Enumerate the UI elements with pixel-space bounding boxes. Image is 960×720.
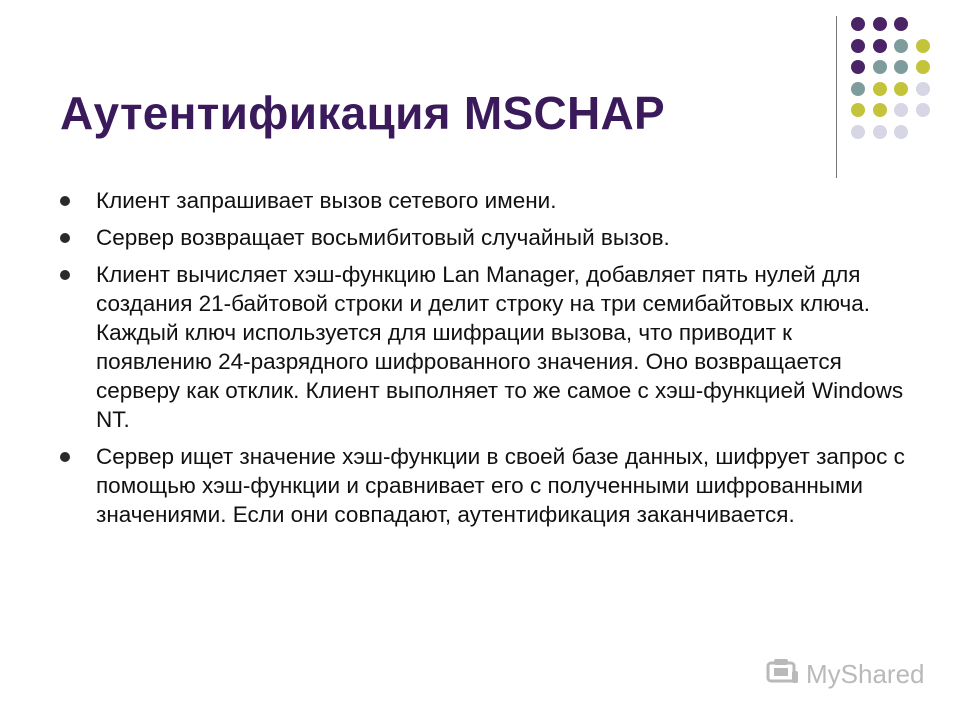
decorative-dot <box>851 125 865 139</box>
decorative-dot <box>873 82 887 96</box>
bullet-text: Клиент вычисляет хэш-функцию Lan Manager, добавляет пять нулей для создания 21-байтовой строки и делит строку на три семибайтовых ключа. Каждый ключ используется для шифрации вызова, что приводит к появлению 24-разрядного шифрованного значения. Оно возвращается серверу как отклик. Клиент выполняет то же самое с хэш-функцией Windows NT. <box>96 262 904 432</box>
bullet-text: Сервер возвращает восьмибитовый случайный вызов. <box>96 225 670 250</box>
decorative-dot <box>916 82 930 96</box>
decorative-dot <box>873 103 887 117</box>
bullet-list <box>60 186 910 537</box>
decorative-dot <box>894 82 908 96</box>
decorative-dot <box>851 39 865 53</box>
decorative-dot <box>851 60 865 74</box>
myshared-logo-icon <box>766 657 800 692</box>
bullet-dot-icon <box>60 233 70 243</box>
decorative-dot <box>894 39 908 53</box>
bullet-dot-icon <box>60 452 70 462</box>
decorative-dot <box>873 39 887 53</box>
bullet-item <box>60 260 910 434</box>
decorative-dot <box>894 60 908 74</box>
decorative-dot <box>916 39 930 53</box>
slide-title: Аутентификация MSCHAP <box>60 87 666 139</box>
decorative-dot <box>851 82 865 96</box>
decorative-dot <box>851 103 865 117</box>
watermark-label: MyShared <box>806 658 925 689</box>
bullet-item <box>60 442 910 529</box>
bullet-item <box>60 223 910 252</box>
decorative-dot <box>894 103 908 117</box>
decorative-dot <box>851 17 865 31</box>
bullet-text: Сервер ищет значение хэш-функции в своей базе данных, шифрует запрос с помощью хэш-функции и сравнивает его с полученными шифрованными значениями. Если они совпадают, аутентификация заканчивается. <box>96 444 905 527</box>
bullet-dot-icon <box>60 270 70 280</box>
decorative-dot <box>873 17 887 31</box>
bullet-dot-icon <box>60 196 70 206</box>
vertical-divider <box>836 16 837 178</box>
bullet-item <box>60 186 910 215</box>
decorative-dot <box>873 125 887 139</box>
bullet-text: Клиент запрашивает вызов сетевого имени. <box>96 188 557 213</box>
decorative-dot <box>916 103 930 117</box>
decorative-dot <box>894 125 908 139</box>
decorative-dot <box>916 60 930 74</box>
myshared-watermark[interactable] <box>766 656 925 692</box>
decorative-dot <box>894 17 908 31</box>
decorative-dot <box>873 60 887 74</box>
